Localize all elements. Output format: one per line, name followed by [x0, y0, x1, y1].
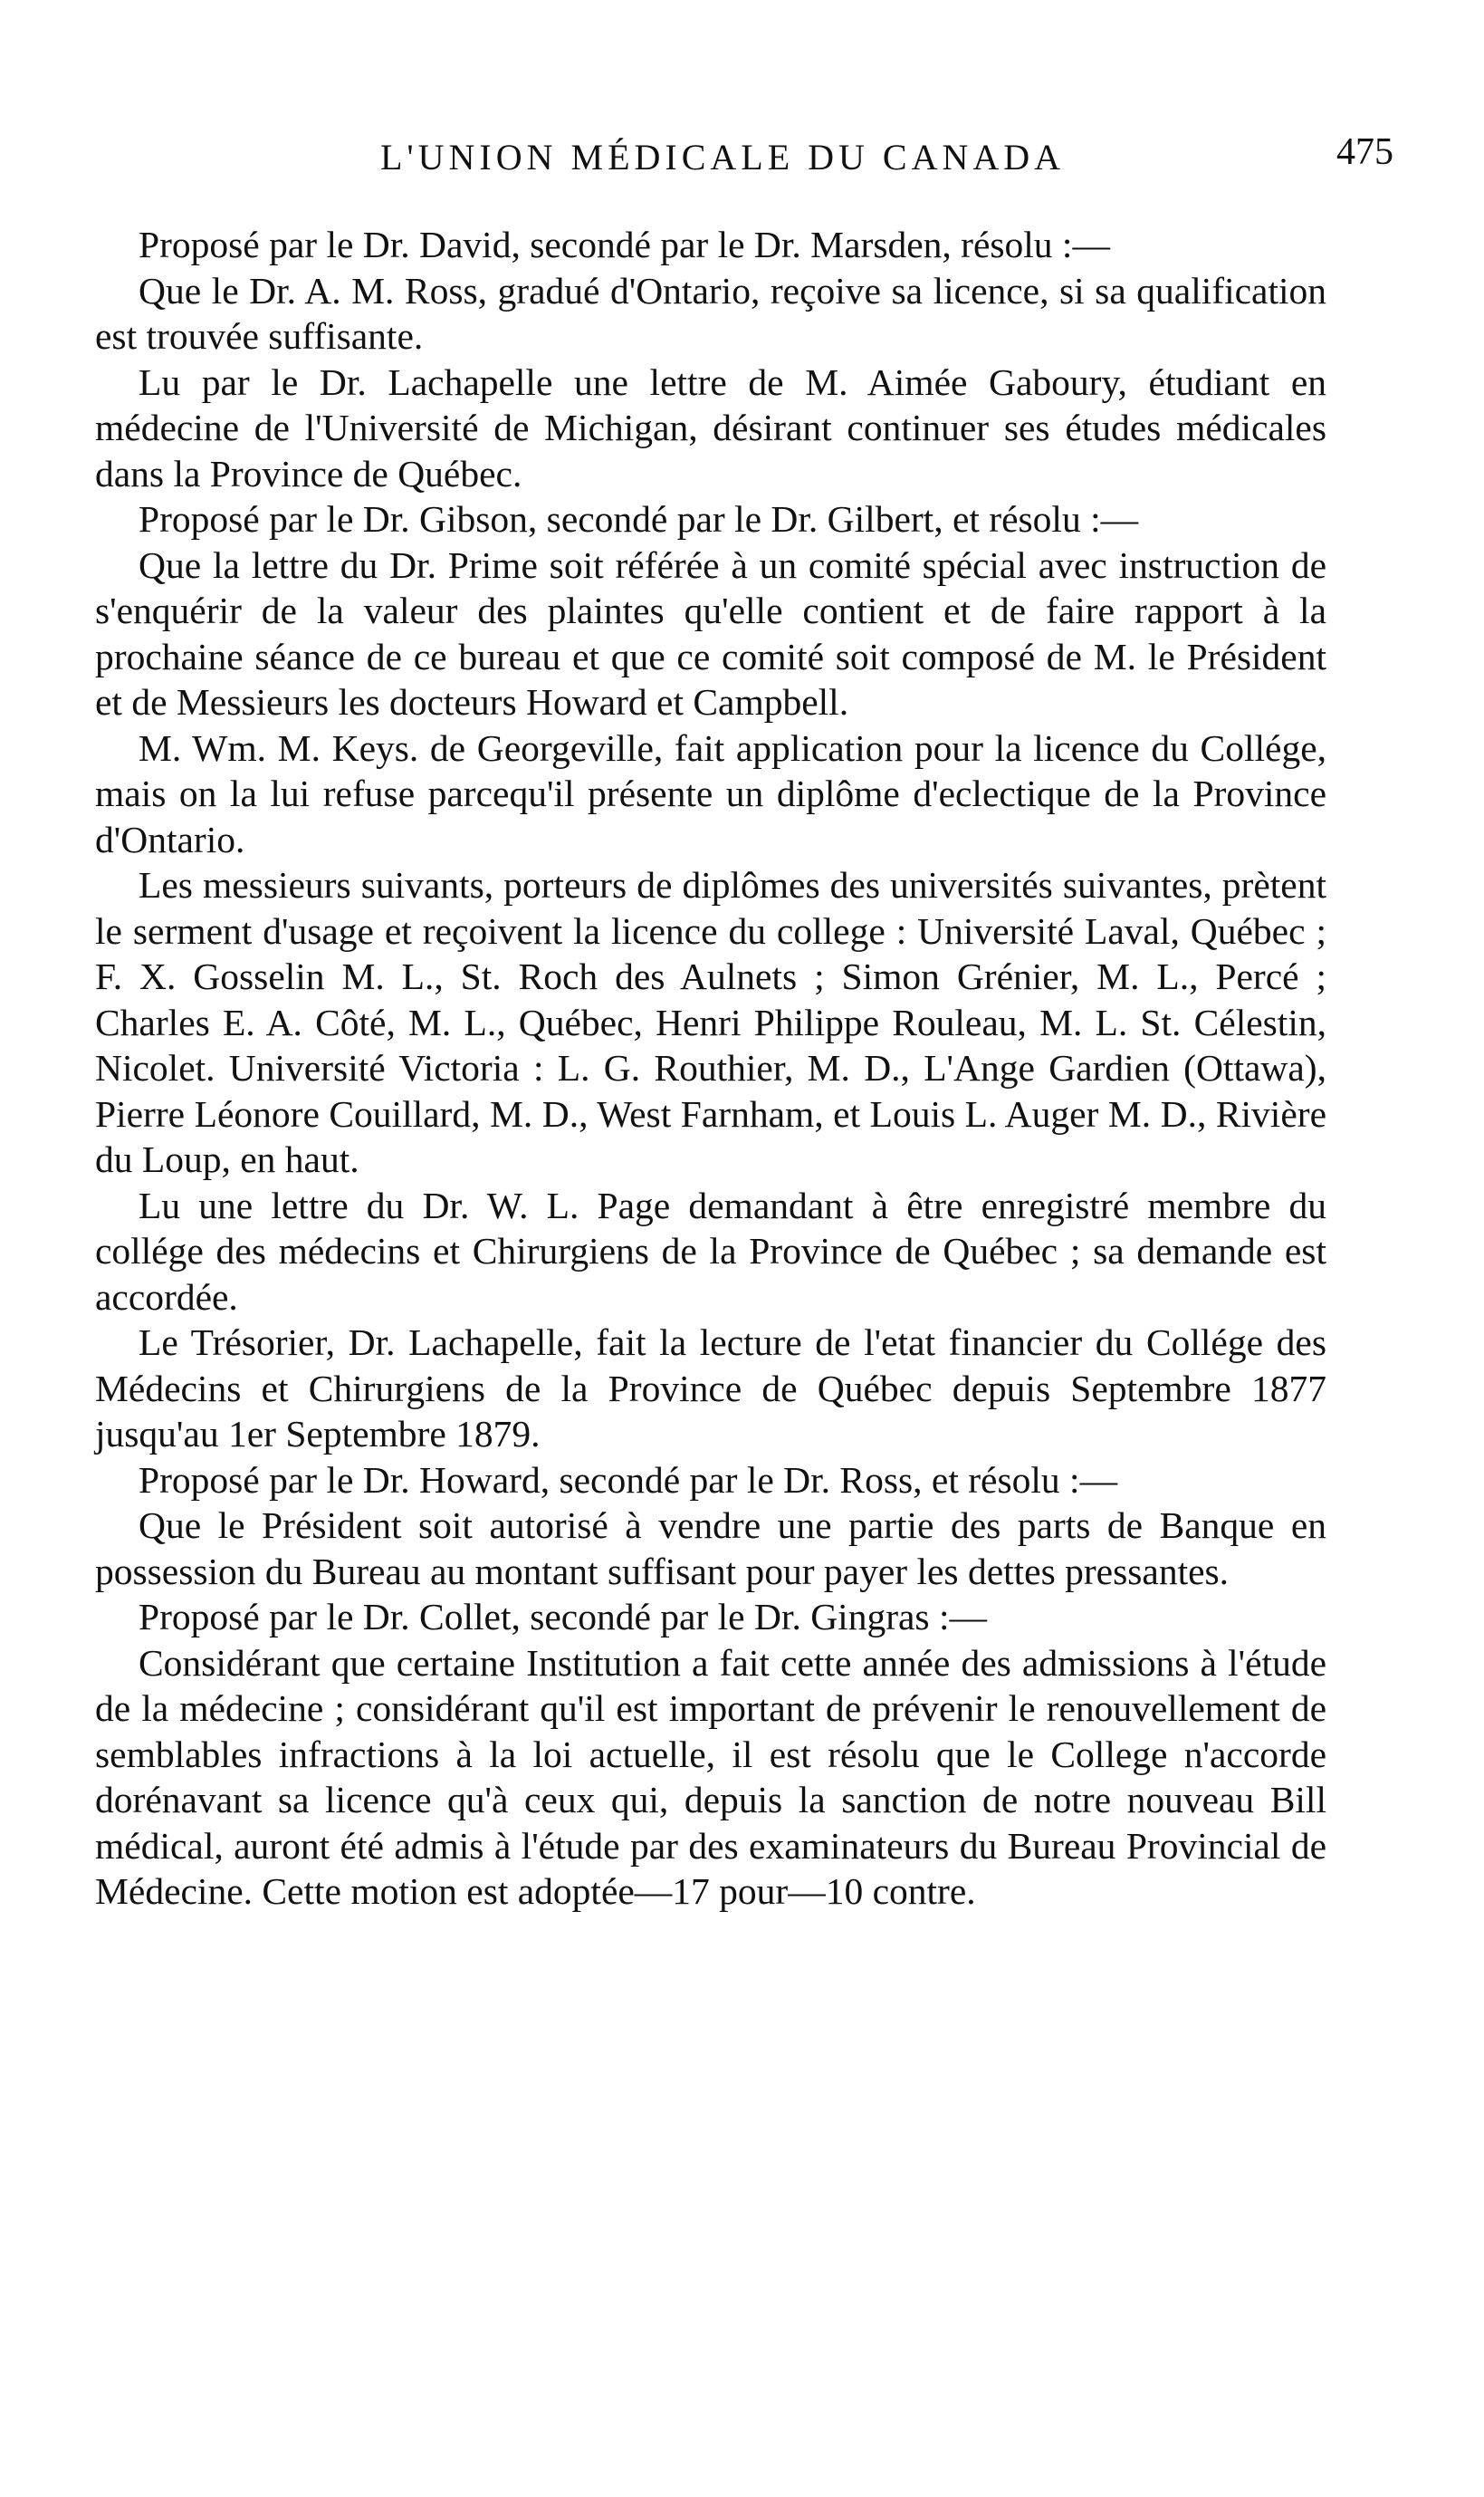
paragraph: Proposé par le Dr. Howard, secondé par le Dr. Ross, et résolu :—: [139, 1458, 1118, 1501]
paragraph: Que le Dr. A. M. Ross, gradué d'Ontario, reçoive sa licence, si sa qualification est trouvée suffisante.: [95, 269, 1326, 357]
paragraph: M. Wm. M. Keys. de Georgeville, fait application pour la licence du Collége, mais on la lui refuse parcequ'il présente un diplôme d'eclectique de la Province d'Ontario.: [95, 726, 1326, 860]
paragraph: Les messieurs suivants, porteurs de diplômes des universités suivantes, prètent le serment d'usage et reçoivent la licence du college : Université Laval, Québec ; F. X. Gosselin M. L., St. Roch des Aulnets ; Simon Grénier, M. L., Percé ; Charles E. A. Côté, M. L., Québec, Henri Philippe Rouleau, M. L. St. Célestin, Nicolet. Université Victoria : L. G. Routhier, M. D., L'Ange Gardien (Ottawa), Pierre Léonore Couillard, M. D., West Farnham, et Louis L. Auger M. D., Rivière du Loup, en haut.: [95, 864, 1326, 1180]
running-title: L'UNION MÉDICALE DU CANADA: [380, 137, 1066, 178]
paragraph: Que la lettre du Dr. Prime soit référée à un comité spécial avec instruction de s'enquérir de la valeur des plaintes qu'elle contient et de faire rapport à la prochaine séance de ce bureau et que ce comité soit composé de M. le Président et de Messieurs les docteurs Howard et Campbell.: [95, 543, 1326, 723]
paragraph: Proposé par le Dr. Gibson, secondé par le Dr. Gilbert, et résolu :—: [139, 498, 1139, 540]
paragraph: Proposé par le Dr. Collet, secondé par le Dr. Gingras :—: [139, 1596, 987, 1637]
running-head: [100, 131, 1403, 190]
paragraph: Le Trésorier, Dr. Lachapelle, fait la lecture de l'etat financier du Collége des Médecins et Chirurgiens de la Province de Québec depuis Septembre 1877 jusqu'au 1er Septembre 1879.: [95, 1321, 1326, 1455]
paragraph: Lu par le Dr. Lachapelle une lettre de M. Aimée Gaboury, étudiant en médecine de l'Université de Michigan, désirant continuer ses études médicales dans la Province de Québec.: [95, 360, 1326, 495]
body-text: [95, 222, 1326, 1915]
paragraph: Lu une lettre du Dr. W. L. Page demandant à être enregistré membre du collége des médecins et Chirurgiens de la Province de Québec ; sa demande est accordée.: [95, 1184, 1326, 1318]
page-number: 475: [1336, 131, 1393, 173]
paragraph: Proposé par le Dr. David, secondé par le Dr. Marsden, résolu :—: [139, 224, 1110, 265]
paragraph: Que le Président soit autorisé à vendre une partie des parts de Banque en possession du Bureau au montant suffisant pour payer les dettes pressantes.: [95, 1504, 1326, 1592]
paragraph: Considérant que certaine Institution a fait cette année des admissions à l'étude de la médecine ; considérant qu'il est important de prévenir le renouvellement de semblables infractions à la loi actuelle, il est résolu que le College n'accorde dorénavant sa licence qu'à ceux qui, depuis la sanction de notre nouveau Bill médical, auront été admis à l'étude par des examinateurs du Bureau Provincial de Médecine. Cette motion est adoptée—17 pour—10 contre.: [95, 1641, 1326, 1912]
